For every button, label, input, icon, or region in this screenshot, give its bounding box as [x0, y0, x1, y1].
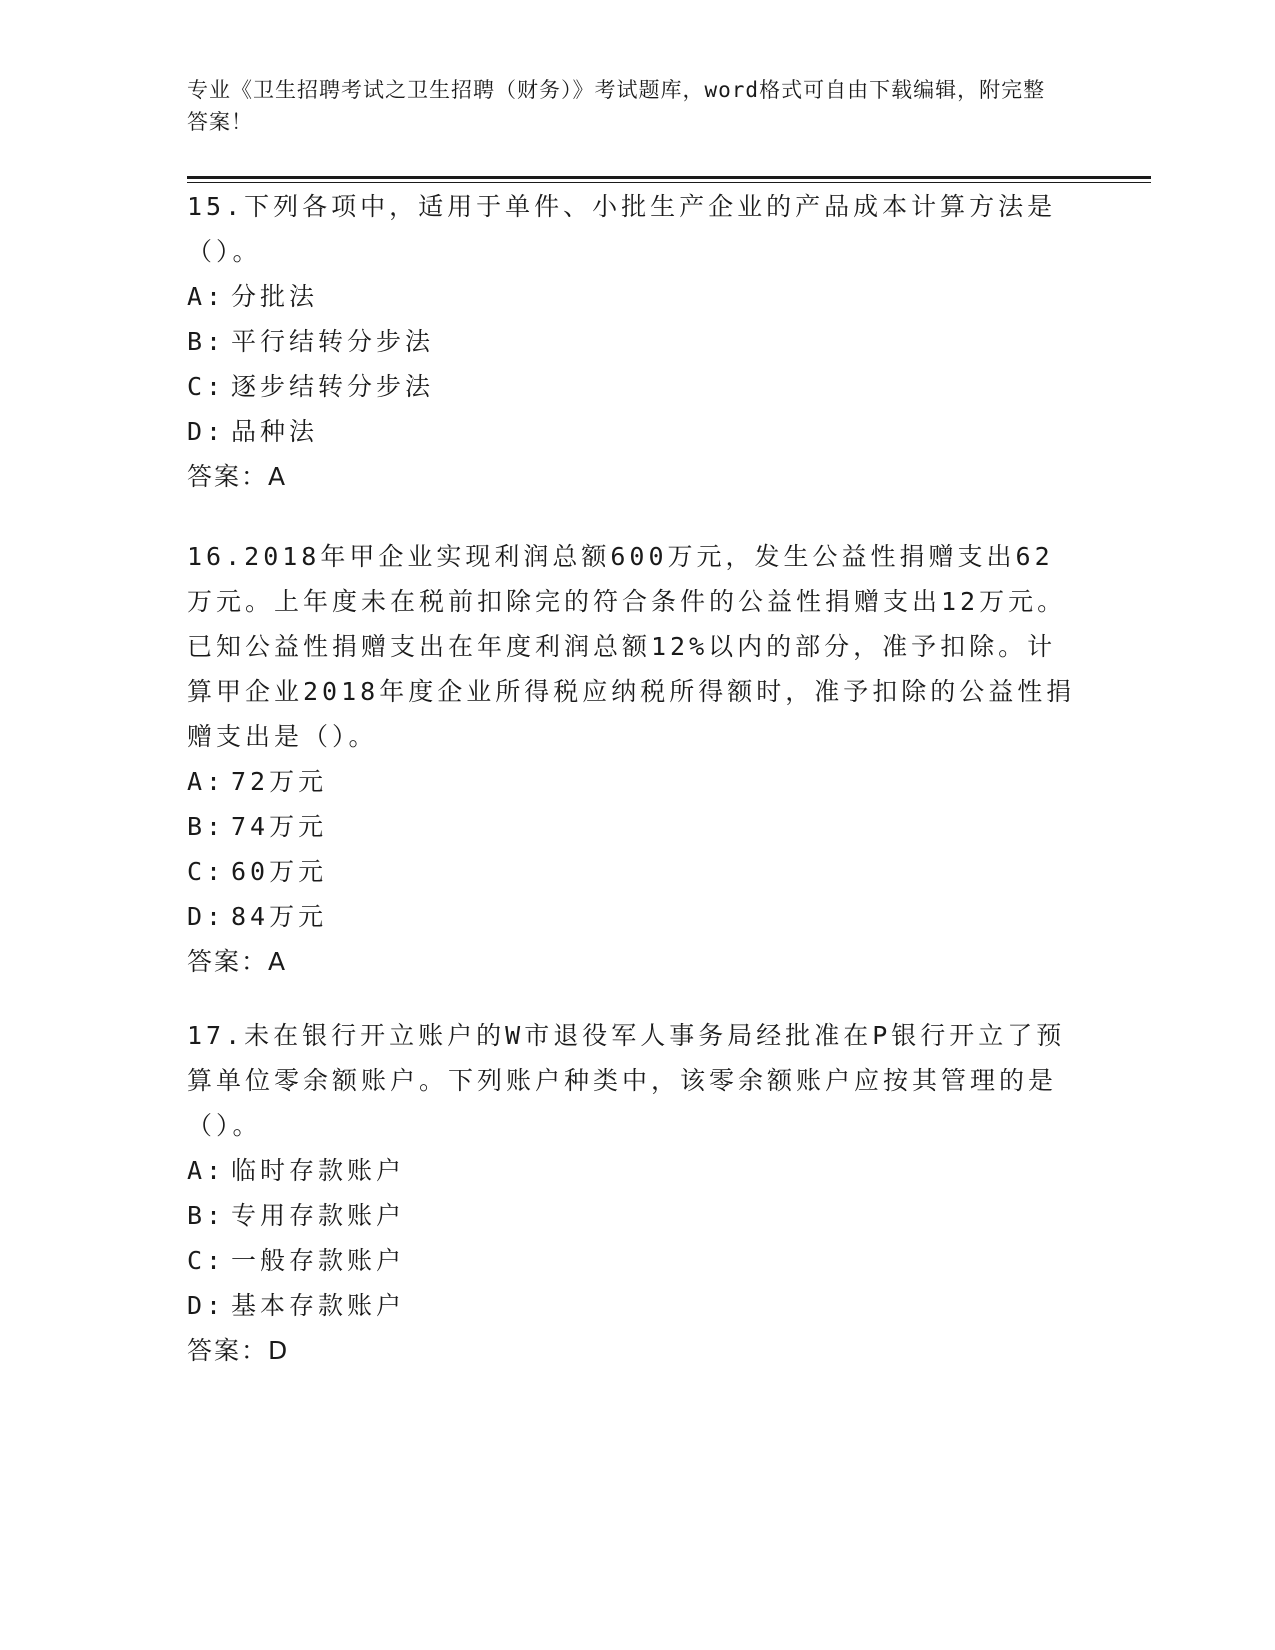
question-text: 17.未在银行开立账户的W市退役军人事务局经批准在P银行开立了预算单位零余额账户。下列账户种类中，该零余额账户应按其管理的是（）。 — [187, 1021, 1066, 1140]
option-key: D: — [187, 417, 226, 446]
option-text: 84万元 — [231, 902, 328, 931]
answer: 答案：A — [187, 462, 288, 491]
option-c — [187, 364, 1077, 409]
option-c — [187, 1238, 1077, 1283]
option-key: C: — [187, 1246, 226, 1275]
option-text: 逐步结转分步法 — [231, 372, 435, 401]
option-text: 60万元 — [231, 857, 328, 886]
option-d — [187, 1283, 1077, 1328]
option-text: 分批法 — [231, 282, 319, 311]
option-b — [187, 319, 1077, 364]
header-divider-thick — [187, 176, 1151, 179]
option-text: 72万元 — [231, 767, 328, 796]
option-b — [187, 1193, 1077, 1238]
answer: 答案：A — [187, 947, 288, 976]
option-d — [187, 894, 1077, 939]
option-a — [187, 1148, 1077, 1193]
option-a — [187, 759, 1077, 804]
header-title: 专业《卫生招聘考试之卫生招聘（财务）》考试题库，word格式可自由下载编辑，附完整答案！ — [187, 78, 1046, 134]
option-key: A: — [187, 767, 226, 796]
option-key: C: — [187, 857, 226, 886]
option-key: D: — [187, 1291, 226, 1320]
option-key: B: — [187, 812, 226, 841]
question-17 — [187, 1013, 1077, 1373]
option-text: 基本存款账户 — [231, 1291, 406, 1320]
answer: 答案：D — [187, 1336, 290, 1365]
option-b — [187, 804, 1077, 849]
header-divider-thin — [187, 182, 1151, 183]
option-key: B: — [187, 327, 226, 356]
option-d — [187, 409, 1077, 454]
option-text: 品种法 — [231, 417, 319, 446]
option-c — [187, 849, 1077, 894]
option-key: A: — [187, 282, 226, 311]
option-text: 一般存款账户 — [231, 1246, 406, 1275]
question-16 — [187, 534, 1077, 984]
option-text: 专用存款账户 — [231, 1201, 406, 1230]
option-text: 临时存款账户 — [231, 1156, 406, 1185]
option-text: 平行结转分步法 — [231, 327, 435, 356]
option-key: B: — [187, 1201, 226, 1230]
question-text: 16.2018年甲企业实现利润总额600万元，发生公益性捐赠支出62万元。上年度未在税前扣除完的符合条件的公益性捐赠支出12万元。已知公益性捐赠支出在年度利润总额12%以内的部分，准予扣除。计算甲企业2018年度企业所得税应纳税所得额时，准予扣除的公益性捐赠支出是（）。 — [187, 542, 1076, 751]
document-header — [187, 74, 1067, 138]
option-a — [187, 274, 1077, 319]
option-key: A: — [187, 1156, 226, 1185]
question-text: 15.下列各项中，适用于单件、小批生产企业的产品成本计算方法是（）。 — [187, 192, 1057, 266]
option-text: 74万元 — [231, 812, 328, 841]
question-15 — [187, 184, 1077, 499]
option-key: C: — [187, 372, 226, 401]
option-key: D: — [187, 902, 226, 931]
